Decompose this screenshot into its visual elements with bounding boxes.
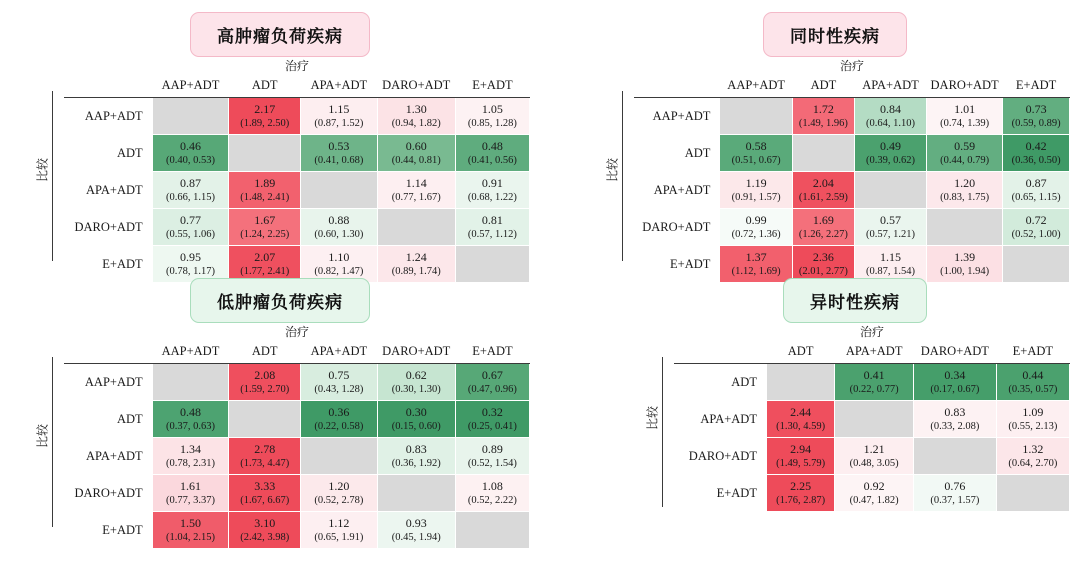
matrix-cell: 0.62 (0.30, 1.30) — [377, 364, 455, 401]
matrix-cell: 1.15 (0.87, 1.52) — [301, 98, 377, 135]
matrix-cell — [229, 401, 301, 438]
panel-body — [30, 57, 530, 283]
panel-body — [30, 323, 530, 549]
matrix-cell: 0.92 (0.47, 1.82) — [835, 475, 914, 512]
row-header: DARO+ADT — [688, 448, 757, 463]
column-header: DARO+ADT — [927, 75, 1003, 98]
matrix-cell: 0.87 (0.65, 1.15) — [1003, 172, 1070, 209]
matrix-cell: 1.61 (0.77, 3.37) — [152, 475, 229, 512]
matrix-cell: 0.44 (0.35, 0.57) — [996, 364, 1069, 401]
matrix-cell — [792, 135, 854, 172]
row-header: E+ADT — [716, 485, 757, 500]
matrix-cell: 2.08 (1.59, 2.70) — [229, 364, 301, 401]
row-header: E+ADT — [670, 256, 711, 271]
table-row — [64, 209, 530, 246]
column-header: DARO+ADT — [377, 75, 455, 98]
row-axis-bar — [662, 357, 663, 507]
table-row — [64, 98, 530, 135]
matrix-cell: 0.93 (0.45, 1.94) — [377, 512, 455, 549]
column-header: AAP+ADT — [720, 75, 793, 98]
matrix-cell: 2.44 (1.30, 4.59) — [766, 401, 834, 438]
matrix-cell: 1.32 (0.64, 2.70) — [996, 438, 1069, 475]
panel-title: 异时性疾病 — [783, 278, 927, 323]
matrix-cell: 1.01 (0.74, 1.39) — [927, 98, 1003, 135]
matrix-cell: 1.89 (1.48, 2.41) — [229, 172, 301, 209]
matrix-corner — [64, 75, 152, 98]
matrix-cell: 0.32 (0.25, 0.41) — [455, 401, 529, 438]
matrix-cell — [152, 98, 229, 135]
matrix-cell: 2.17 (1.89, 2.50) — [229, 98, 301, 135]
matrix-cell — [377, 209, 455, 246]
matrix-cell — [927, 209, 1003, 246]
matrix-corner — [674, 341, 766, 364]
table-row — [64, 512, 530, 549]
matrix-cell — [455, 246, 529, 283]
matrix-cell: 0.72 (0.52, 1.00) — [1003, 209, 1070, 246]
matrix-cell: 2.25 (1.76, 2.87) — [766, 475, 834, 512]
matrix-cell: 0.34 (0.17, 0.67) — [914, 364, 997, 401]
table-row — [64, 401, 530, 438]
column-header: ADT — [792, 75, 854, 98]
row-axis-bar — [52, 91, 53, 261]
panel-metachronous — [640, 278, 1070, 512]
league-table — [64, 75, 530, 283]
row-header: APA+ADT — [86, 182, 143, 197]
matrix-cell: 0.48 (0.41, 0.56) — [455, 135, 529, 172]
row-axis-label: 比较 — [35, 423, 50, 449]
matrix-cell: 0.91 (0.68, 1.22) — [455, 172, 529, 209]
matrix-cell: 2.94 (1.49, 5.79) — [766, 438, 834, 475]
panel-body — [600, 57, 1070, 283]
matrix-cell: 1.21 (0.48, 3.05) — [835, 438, 914, 475]
matrix-cell: 1.15 (0.87, 1.54) — [854, 246, 926, 283]
row-header: DARO+ADT — [74, 485, 143, 500]
table-row — [64, 172, 530, 209]
column-header: DARO+ADT — [914, 341, 997, 364]
matrix-cell: 0.59 (0.44, 0.79) — [927, 135, 1003, 172]
matrix-cell: 3.10 (2.42, 3.98) — [229, 512, 301, 549]
table-row — [64, 438, 530, 475]
column-header: E+ADT — [996, 341, 1069, 364]
row-header: ADT — [116, 145, 143, 160]
matrix-cell — [152, 364, 229, 401]
matrix-cell — [455, 512, 529, 549]
matrix-cell: 0.48 (0.37, 0.63) — [152, 401, 229, 438]
row-header: E+ADT — [102, 256, 143, 271]
column-axis-label: 治疗 — [284, 325, 309, 339]
column-axis-label: 治疗 — [284, 59, 309, 73]
matrix-cell: 1.14 (0.77, 1.67) — [377, 172, 455, 209]
panel-title: 同时性疾病 — [763, 12, 907, 57]
matrix-cell: 0.76 (0.37, 1.57) — [914, 475, 997, 512]
table-row — [64, 475, 530, 512]
row-axis-label: 比较 — [35, 157, 50, 183]
matrix-cell: 1.34 (0.78, 2.31) — [152, 438, 229, 475]
matrix-cell: 3.33 (1.67, 6.67) — [229, 475, 301, 512]
row-header: APA+ADT — [653, 182, 711, 197]
matrix-cell — [766, 364, 834, 401]
column-header: AAP+ADT — [152, 341, 229, 364]
panel-title: 高肿瘤负荷疾病 — [190, 12, 370, 57]
matrix-cell: 0.49 (0.39, 0.62) — [854, 135, 926, 172]
table-row — [674, 475, 1070, 512]
matrix-cell: 1.72 (1.49, 1.96) — [792, 98, 854, 135]
panel-low-volume — [30, 278, 530, 549]
league-table — [64, 341, 530, 549]
matrix-cell: 0.88 (0.60, 1.30) — [301, 209, 377, 246]
column-header: ADT — [229, 75, 301, 98]
panel-title-wrap — [30, 12, 530, 57]
column-header: E+ADT — [1003, 75, 1070, 98]
matrix-cell: 1.20 (0.83, 1.75) — [927, 172, 1003, 209]
matrix-corner — [634, 75, 720, 98]
table-row — [634, 98, 1070, 135]
row-header: DARO+ADT — [642, 219, 711, 234]
table-row — [674, 438, 1070, 475]
matrix-cell: 0.77 (0.55, 1.06) — [152, 209, 229, 246]
column-axis-label: 治疗 — [839, 59, 864, 73]
matrix-cell: 2.78 (1.73, 4.47) — [229, 438, 301, 475]
panel-title-wrap — [600, 12, 1070, 57]
row-header: AAP+ADT — [652, 108, 711, 123]
matrix-cell: 1.24 (0.89, 1.74) — [377, 246, 455, 283]
matrix-cell: 0.42 (0.36, 0.50) — [1003, 135, 1070, 172]
row-header: APA+ADT — [700, 411, 757, 426]
matrix-cell: 2.04 (1.61, 2.59) — [792, 172, 854, 209]
column-header: APA+ADT — [835, 341, 914, 364]
column-header: AAP+ADT — [152, 75, 229, 98]
row-header: E+ADT — [102, 522, 143, 537]
column-axis-label: 治疗 — [859, 325, 884, 339]
matrix-cell: 1.50 (1.04, 2.15) — [152, 512, 229, 549]
matrix-cell — [301, 172, 377, 209]
matrix-cell: 0.73 (0.59, 0.89) — [1003, 98, 1070, 135]
column-header: ADT — [766, 341, 834, 364]
matrix-cell: 0.83 (0.33, 2.08) — [914, 401, 997, 438]
matrix-cell — [301, 438, 377, 475]
table-row — [64, 246, 530, 283]
matrix-cell: 1.20 (0.52, 2.78) — [301, 475, 377, 512]
table-row — [674, 401, 1070, 438]
row-axis-label: 比较 — [605, 157, 620, 183]
matrix-cell: 0.87 (0.66, 1.15) — [152, 172, 229, 209]
matrix-cell: 1.30 (0.94, 1.82) — [377, 98, 455, 135]
column-header: APA+ADT — [301, 341, 377, 364]
matrix-cell — [1003, 246, 1070, 283]
column-header: DARO+ADT — [377, 341, 455, 364]
matrix-cell — [914, 438, 997, 475]
row-header: AAP+ADT — [84, 374, 143, 389]
matrix-cell: 0.95 (0.78, 1.17) — [152, 246, 229, 283]
matrix-cell: 0.41 (0.22, 0.77) — [835, 364, 914, 401]
matrix-cell: 0.83 (0.36, 1.92) — [377, 438, 455, 475]
matrix-cell: 0.60 (0.44, 0.81) — [377, 135, 455, 172]
matrix-cell — [229, 135, 301, 172]
matrix-cell: 0.57 (0.57, 1.21) — [854, 209, 926, 246]
panel-title-wrap — [640, 278, 1070, 323]
panel-title: 低肿瘤负荷疾病 — [190, 278, 370, 323]
matrix-cell: 0.53 (0.41, 0.68) — [301, 135, 377, 172]
matrix-corner — [64, 341, 152, 364]
matrix-cell: 0.89 (0.52, 1.54) — [455, 438, 529, 475]
matrix-cell: 1.69 (1.26, 2.27) — [792, 209, 854, 246]
matrix-cell: 0.58 (0.51, 0.67) — [720, 135, 793, 172]
table-row — [64, 135, 530, 172]
panel-synchronous — [600, 12, 1070, 283]
matrix-cell: 1.19 (0.91, 1.57) — [720, 172, 793, 209]
table-row — [634, 246, 1070, 283]
row-axis-bar — [622, 91, 623, 261]
matrix-cell: 1.12 (0.65, 1.91) — [301, 512, 377, 549]
panel-body — [640, 323, 1070, 512]
matrix-cell — [996, 475, 1069, 512]
column-header: APA+ADT — [854, 75, 926, 98]
matrix-cell: 1.09 (0.55, 2.13) — [996, 401, 1069, 438]
column-header: APA+ADT — [301, 75, 377, 98]
matrix-cell: 1.67 (1.24, 2.25) — [229, 209, 301, 246]
panel-high-volume — [30, 12, 530, 283]
matrix-cell: 0.99 (0.72, 1.36) — [720, 209, 793, 246]
matrix-cell: 2.07 (1.77, 2.41) — [229, 246, 301, 283]
row-header: AAP+ADT — [84, 108, 143, 123]
matrix-cell: 2.36 (2.01, 2.77) — [792, 246, 854, 283]
column-header: E+ADT — [455, 75, 529, 98]
matrix-cell — [835, 401, 914, 438]
table-row — [674, 364, 1070, 401]
table-row — [634, 209, 1070, 246]
matrix-cell — [377, 475, 455, 512]
column-header: E+ADT — [455, 341, 529, 364]
matrix-cell — [854, 172, 926, 209]
matrix-cell: 0.30 (0.15, 0.60) — [377, 401, 455, 438]
panel-title-wrap — [30, 278, 530, 323]
matrix-cell: 1.39 (1.00, 1.94) — [927, 246, 1003, 283]
row-axis-label: 比较 — [645, 405, 660, 430]
matrix-cell: 1.08 (0.52, 2.22) — [455, 475, 529, 512]
matrix-cell — [720, 98, 793, 135]
row-header: ADT — [116, 411, 143, 426]
column-header: ADT — [229, 341, 301, 364]
league-table — [634, 75, 1070, 283]
matrix-cell: 0.84 (0.64, 1.10) — [854, 98, 926, 135]
matrix-cell: 0.36 (0.22, 0.58) — [301, 401, 377, 438]
matrix-cell: 1.05 (0.85, 1.28) — [455, 98, 529, 135]
matrix-cell: 0.75 (0.43, 1.28) — [301, 364, 377, 401]
matrix-cell: 1.37 (1.12, 1.69) — [720, 246, 793, 283]
matrix-cell: 0.46 (0.40, 0.53) — [152, 135, 229, 172]
row-header: DARO+ADT — [74, 219, 143, 234]
table-row — [64, 364, 530, 401]
matrix-cell: 0.67 (0.47, 0.96) — [455, 364, 529, 401]
row-header: ADT — [731, 374, 757, 389]
league-table — [674, 341, 1070, 512]
row-header: ADT — [684, 145, 711, 160]
matrix-cell: 1.10 (0.82, 1.47) — [301, 246, 377, 283]
row-axis-bar — [52, 357, 53, 527]
matrix-cell: 0.81 (0.57, 1.12) — [455, 209, 529, 246]
table-row — [634, 135, 1070, 172]
row-header: APA+ADT — [86, 448, 143, 463]
table-row — [634, 172, 1070, 209]
